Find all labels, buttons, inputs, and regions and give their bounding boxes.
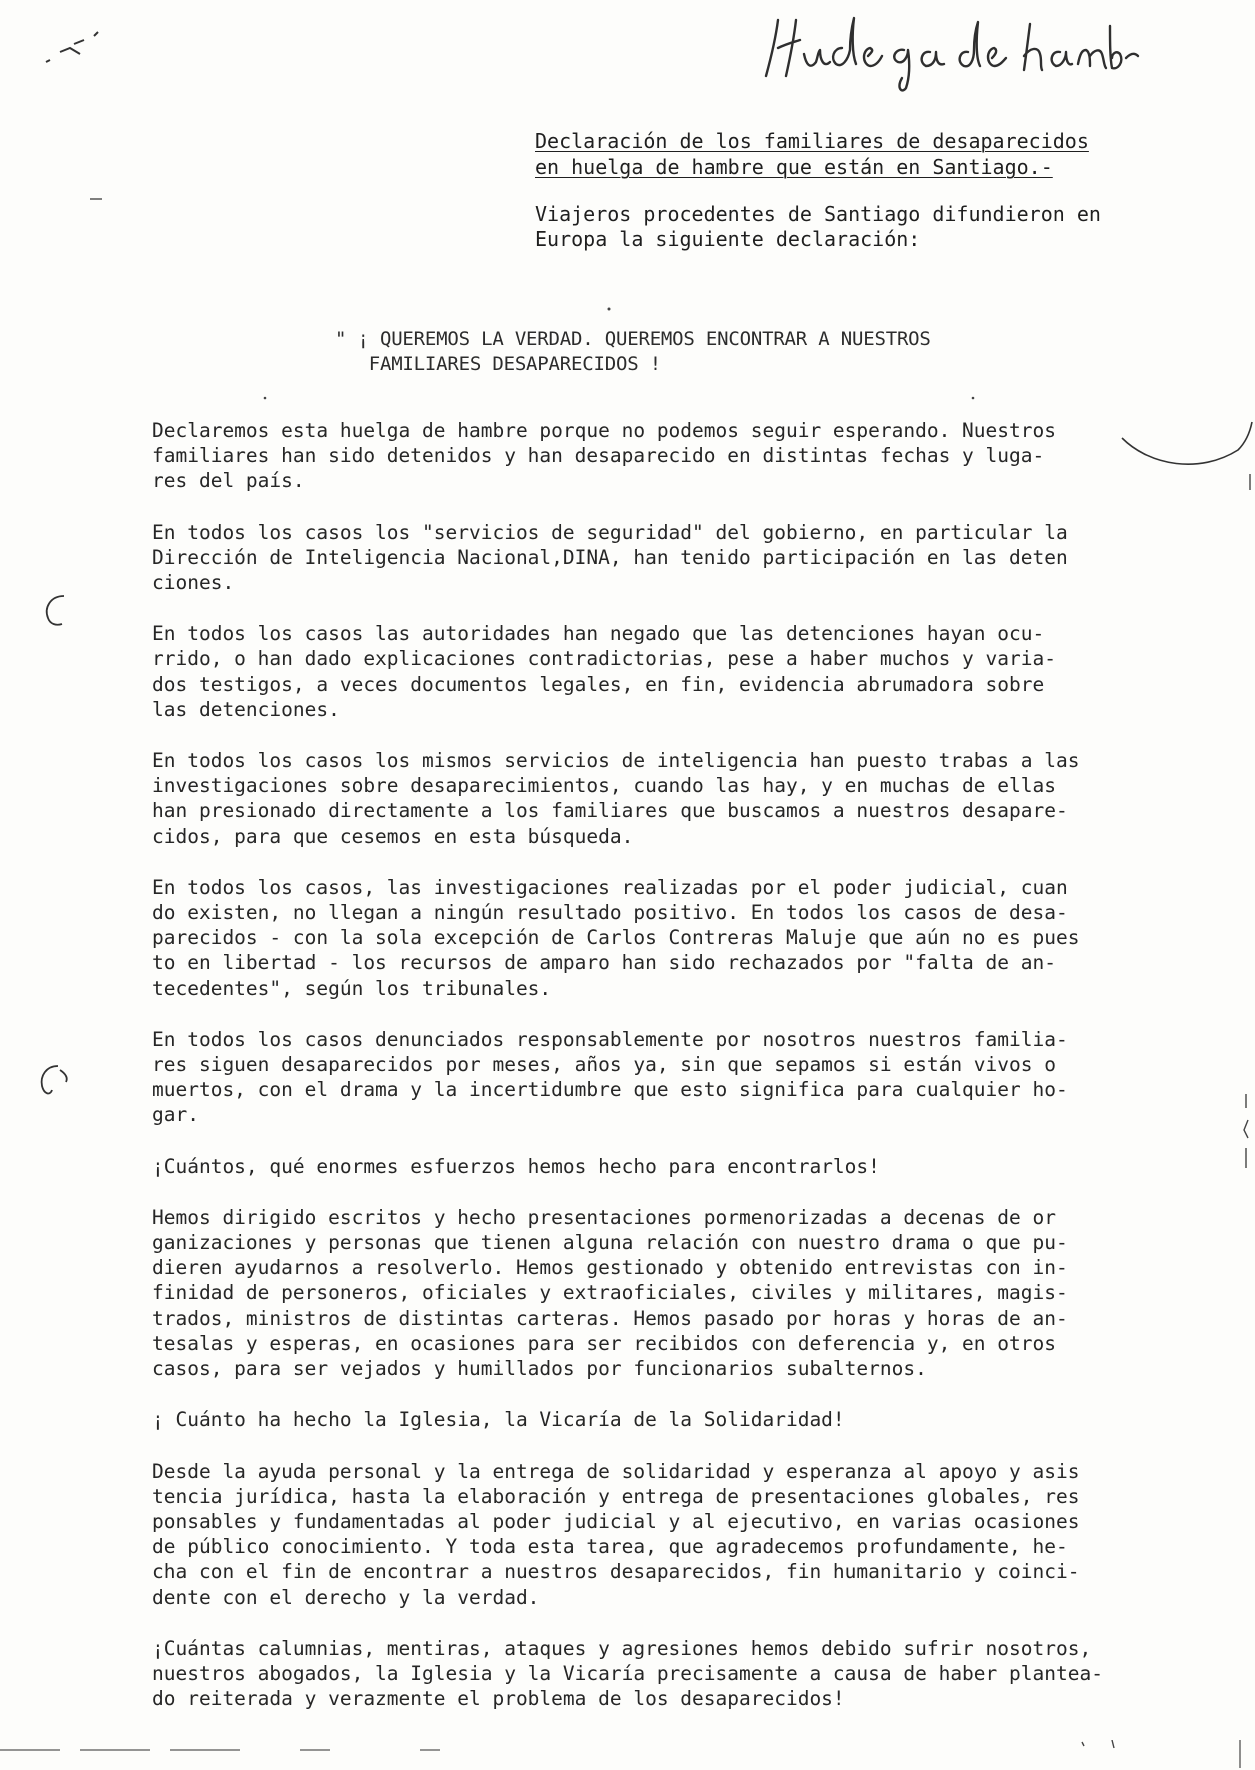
text-line: las detenciones. (152, 697, 340, 721)
text-line: dieren ayudarnos a resolverlo. Hemos gestionado y obtenido entrevistas con in- (152, 1256, 1068, 1280)
text-line: Hemos dirigido escritos y hecho presentaciones pormenorizadas a decenas de or (152, 1205, 1056, 1229)
paragraph (152, 520, 1152, 596)
text-line: nuestros abogados, la Iglesia y la Vicaría precisamente a causa de haber plantea- (152, 1661, 1103, 1685)
paragraph (152, 621, 1152, 722)
text-line: ponsables y fundamentadas al poder judicial y al ejecutivo, en varias ocasiones (152, 1509, 1080, 1533)
paragraph (152, 875, 1152, 1001)
punch-hole-mark (40, 590, 70, 630)
text-line: ¡Cuántas calumnias, mentiras, ataques y agresiones hemos debido sufrir nosotros, (152, 1636, 1092, 1660)
text-line: En todos los casos denunciados responsablemente por nosotros nuestros familia- (152, 1027, 1068, 1051)
text-line: En todos los casos los mismos servicios de inteligencia han puesto trabas a las (152, 749, 1080, 773)
intro-text (535, 202, 1135, 252)
dot-mark (262, 395, 268, 401)
text-line: res del país. (152, 469, 305, 493)
text-line: investigaciones sobre desaparecimientos, cuando las hay, y en muchas de ellas (152, 774, 1056, 798)
text-line: tencia jurídica, hasta la elaboración y entrega de presentaciones globales, res (152, 1484, 1080, 1508)
text-line: casos, para ser vejados y humillados por funcionarios subalternos. (152, 1357, 927, 1381)
text-line: ganizaciones y personas que tienen alguna relación con nuestro drama o que pu- (152, 1231, 1068, 1255)
text-line: tecedentes", según los tribunales. (152, 976, 552, 1000)
text-line: ¡Cuántos, qué enormes esfuerzos hemos hecho para encontrarlos! (152, 1154, 880, 1178)
headline (335, 327, 1095, 377)
text-line: Desde la ayuda personal y la entrega de solidaridad y esperanza al apoyo y asis (152, 1459, 1080, 1483)
intro-line: Europa la siguiente declaración: (535, 227, 921, 251)
paragraph (152, 418, 1152, 494)
text-line: Declaremos esta huelga de hambre porque no podemos seguir esperando. Nuestros (152, 419, 1056, 442)
handwritten-note (760, 14, 1140, 94)
paragraph (152, 1459, 1152, 1610)
handwritten-note-drawing (760, 14, 1140, 94)
declaration-title (535, 128, 1135, 180)
title-line: Declaración de los familiares de desaparecidos (535, 129, 1089, 153)
dot-mark (970, 395, 976, 401)
headline-line: " ¡ QUEREMOS LA VERDAD. QUEREMOS ENCONTRAR A NUESTROS (335, 328, 931, 350)
paragraph (152, 1205, 1152, 1381)
dash-mark (88, 196, 108, 202)
text-line: tesalas y esperas, en ocasiones para ser recibidos con deferencia y, en otros (152, 1331, 1056, 1355)
title-line: en huelga de hambre que están en Santiago.- (535, 155, 1053, 179)
text-line: trados, ministros de distintas carteras. Hemos pasado por horas y horas de an- (152, 1306, 1068, 1330)
punch-hole-mark (36, 1060, 76, 1100)
text-line: dos testigos, a veces documentos legales, en fin, evidencia abrumadora sobre (152, 672, 1045, 696)
text-line: parecidos - con la sola excepción de Carlos Contreras Maluje que aún no es pues (152, 926, 1080, 950)
declaration-body (152, 418, 1152, 1711)
text-line: gar. (152, 1103, 199, 1127)
text-line: do existen, no llegan a ningún resultado positivo. En todos los casos de desa- (152, 901, 1068, 925)
paragraph (152, 1407, 1152, 1432)
text-line: rrido, o han dado explicaciones contradictorias, pese a haber muchos y varia- (152, 647, 1056, 671)
text-line: En todos los casos, las investigaciones realizadas por el poder judicial, cuan (152, 875, 1068, 899)
paragraph (152, 1027, 1152, 1128)
text-line: to en libertad - los recursos de amparo han sido rechazados por "falta de an- (152, 951, 1056, 975)
text-line: dente con el derecho y la verdad. (152, 1585, 540, 1609)
text-line: Dirección de Inteligencia Nacional,DINA, han tenido participación en las deten (152, 545, 1068, 569)
text-line: familiares han sido detenidos y han desaparecido en distintas fechas y luga- (152, 444, 1045, 468)
paragraph (152, 1154, 1152, 1179)
margin-tick-mark (1246, 470, 1254, 500)
scan-edge-mark (0, 1740, 1255, 1770)
text-line: res siguen desaparecidos por meses, años ya, sin que sepamos si están vivos o (152, 1053, 1056, 1077)
text-line: finidad de personeros, oficiales y extraoficiales, civiles y militares, magis- (152, 1281, 1068, 1305)
text-line: de público conocimiento. Y toda esta tarea, que agradecemos profundamente, he- (152, 1535, 1068, 1559)
paragraph (152, 748, 1152, 849)
text-line: muertos, con el drama y la incertidumbre que esto significa para cualquier ho- (152, 1078, 1068, 1102)
text-line: cha con el fin de encontrar a nuestros desaparecidos, fin humanitario y coinci- (152, 1560, 1080, 1584)
intro-line: Viajeros procedentes de Santiago difundieron en (535, 202, 1101, 226)
text-line: do reiterada y verazmente el problema de los desaparecidos! (152, 1687, 845, 1711)
pen-scribble-mark (36, 22, 106, 72)
text-line: cidos, para que cesemos en esta búsqueda. (152, 824, 634, 848)
text-line: ¡ Cuánto ha hecho la Iglesia, la Vicaría de la Solidaridad! (152, 1408, 845, 1432)
dot-mark (606, 306, 612, 312)
text-line: ciones. (152, 571, 235, 595)
paragraph (152, 1636, 1152, 1712)
text-line: En todos los casos los "servicios de seguridad" del gobierno, en particular la (152, 520, 1068, 544)
headline-line: FAMILIARES DESAPARECIDOS ! (335, 353, 661, 375)
text-line: han presionado directamente a los familiares que buscamos a nuestros desapare- (152, 799, 1068, 823)
margin-tick-mark (1238, 1090, 1254, 1180)
text-line: En todos los casos las autoridades han negado que las detenciones hayan ocu- (152, 622, 1045, 646)
